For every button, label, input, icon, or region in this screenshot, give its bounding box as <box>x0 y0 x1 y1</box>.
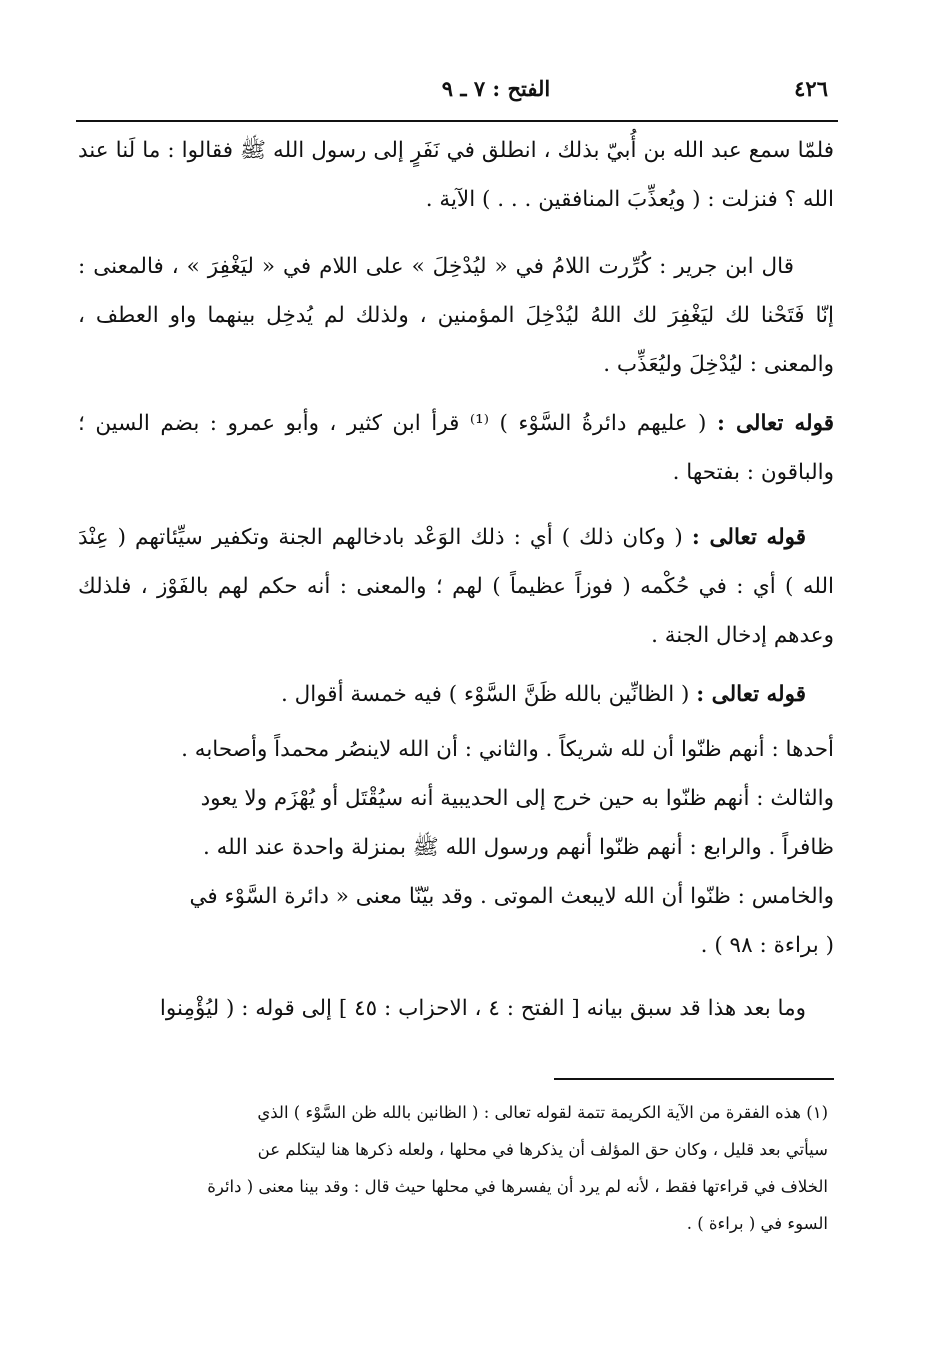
paragraph-qawluhu-3 <box>78 670 834 719</box>
verse-intro: قوله تعالى : <box>696 682 806 707</box>
paragraph-ibn-jarir: قال ابن جرير : كُرِّرت اللامُ في « ليُدْخِلَ » على اللام في « ليَغْفِرَ » ، فالمعنى : إنّا فَتَحْنا لك ليَغْفِرَ لك اللهُ ليُدْخِلَ المؤمنين ، ولذلك لم يُدخِل بينهما واو العطف ، والمعنى : ليُدْخِلَ وليُعَذِّب . <box>78 254 834 377</box>
paragraph-five-sayings <box>78 725 834 970</box>
page-header <box>76 72 836 112</box>
paragraph-qawluhu-1 <box>78 399 834 497</box>
saying-line: ( براءة : ٩٨ ) . <box>700 933 834 958</box>
verse-intro: قوله تعالى : <box>716 411 834 436</box>
main-text <box>78 126 834 1033</box>
running-title: الفتح : ٧ ـ ٩ <box>441 76 551 101</box>
footnote-rule <box>554 1078 834 1080</box>
paragraph-last: وما بعد هذا قد سبق بيانه [ الفتح : ٤ ، الاحزاب : ٤٥ ] إلى قوله : ( ليُؤْمِنوا <box>159 996 806 1021</box>
saying-line: والخامس : ظنّوا أن الله لايبعث الموتى . وقد بيّنّا معنى « دائرة السَّوْء في <box>189 884 834 909</box>
verse-commentary: ( الظانِّين بالله ظَنَّ السَّوْء ) فيه خمسة أقوال . <box>280 682 697 707</box>
paragraph-qawluhu-2 <box>78 513 834 660</box>
verse-intro: قوله تعالى : <box>691 525 807 550</box>
footnote-line: (١) هذه الفقرة من الآية الكريمة تتمة لقوله تعالى : ( الظانين بالله ظن السَّوْء ) الذي <box>257 1103 828 1122</box>
header-rule <box>76 120 838 122</box>
verse-commentary: ( عليهم دائرةُ السَّوْء ) ⁽¹⁾ قرأ ابن كثير ، وأبو عمرو : بضم السين ؛ والباقون : بفتحها . <box>78 411 834 485</box>
page-number: ٤٢٦ <box>794 76 828 101</box>
footnote-line: الخلاف في قراءتها فقط ، لأنه لم يرد أن يفسرها في محلها حيث قال : وقد بينا معنى ( دائرة <box>207 1177 828 1196</box>
footnote-line: سيأتي بعد قليل ، وكان حق المؤلف أن يذكرها في محلها ، ولعله ذكرها هنا ليتكلم عن <box>257 1140 828 1159</box>
saying-line: والثالث : أنهم ظنّوا به حين خرج إلى الحديبية أنه سيُقْتَل أو يُهْزَم ولا يعود <box>200 786 834 811</box>
paragraph-first: فلمّا سمع عبد الله بن أُبيّ بذلك ، انطلق في نَفَرٍ إلى رسول الله ﷺ فقالوا : ما لَنا عند الله ؟ فنزلت : ( ويُعذِّبَ المنافقين . . . ) الآية . <box>78 138 834 212</box>
saying-line: ظافراً . والرابع : أنهم ظنّوا أنهم ورسول الله ﷺ بمنزلة واحدة عند الله . <box>202 835 834 860</box>
footnote <box>86 1094 828 1242</box>
saying-line: أحدها : أنهم ظنّوا أن لله شريكاً . والثاني : أن الله لاينصُر محمداً وأصحابه . <box>181 737 834 762</box>
verse-commentary: ( وكان ذلك ) أي : ذلك الوَعْد بادخالهم الجنة وتكفير سيِّئاتهم ( عِنْدَ الله ) أي : في حُكْمه ( فوزاً عظيماً ) لهم ؛ والمعنى : أنه حكم لهم بالفَوْز ، فلذلك وعدهم إدخال الجنة . <box>78 525 834 648</box>
footnote-line: السوء في ( براءة ) . <box>686 1214 828 1233</box>
